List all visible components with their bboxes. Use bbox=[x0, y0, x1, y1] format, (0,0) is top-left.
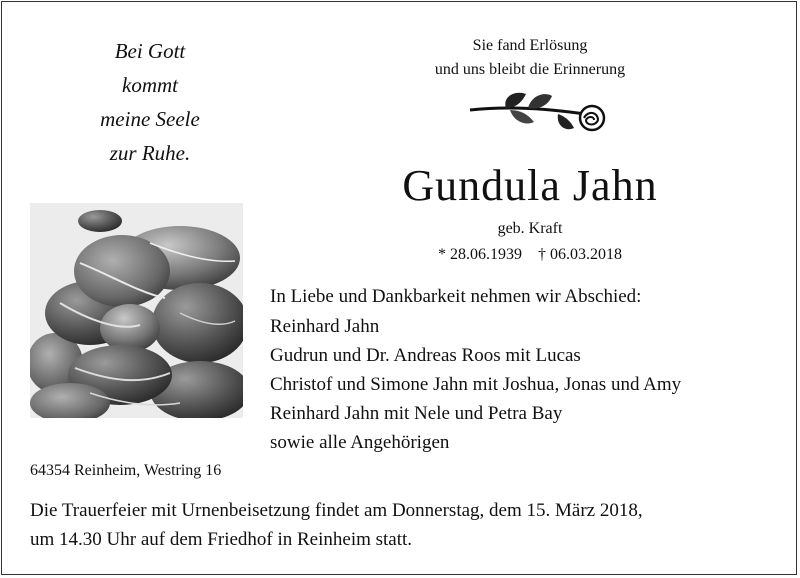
farewell-text: In Liebe und Dankbarkeit nehmen wir Abschied: bbox=[270, 286, 642, 307]
service-line: um 14.30 Uhr auf dem Friedhof in Reinheim statt. bbox=[30, 529, 413, 550]
service-line: Die Trauerfeier mit Urnenbeisetzung findet am Donnerstag, dem 15. März 2018, bbox=[30, 500, 643, 521]
deceased-name: Gundula Jahn bbox=[402, 161, 658, 210]
bible-quote bbox=[60, 34, 240, 170]
list-item: Reinhard Jahn bbox=[270, 316, 380, 337]
maiden-name: geb. Kraft bbox=[497, 220, 563, 237]
quote-line: zur Ruhe. bbox=[109, 141, 191, 165]
motto bbox=[380, 34, 680, 82]
survivors-list bbox=[270, 312, 681, 457]
stacked-stones-image bbox=[30, 203, 243, 418]
motto-line: und uns bleibt die Erinnerung bbox=[434, 61, 626, 78]
motto-line: Sie fand Erlösung bbox=[472, 37, 588, 54]
quote-line: kommt bbox=[122, 73, 178, 97]
funeral-service-info bbox=[30, 496, 780, 554]
list-item: Reinhard Jahn mit Nele und Petra Bay bbox=[270, 403, 563, 424]
rose-icon bbox=[468, 86, 608, 146]
quote-line: meine Seele bbox=[100, 107, 200, 131]
list-item: sowie alle Angehörigen bbox=[270, 432, 450, 453]
life-dates bbox=[400, 246, 660, 264]
stones-photo bbox=[30, 203, 243, 418]
family-address: 64354 Reinheim, Westring 16 bbox=[30, 462, 222, 479]
list-item: Christof und Simone Jahn mit Joshua, Jonas und Amy bbox=[270, 374, 682, 395]
quote-line: Bei Gott bbox=[114, 39, 186, 63]
list-item: Gudrun und Dr. Andreas Roos mit Lucas bbox=[270, 345, 581, 366]
birth-date: * 28.06.1939 bbox=[438, 246, 522, 263]
death-date: † 06.03.2018 bbox=[538, 246, 622, 263]
